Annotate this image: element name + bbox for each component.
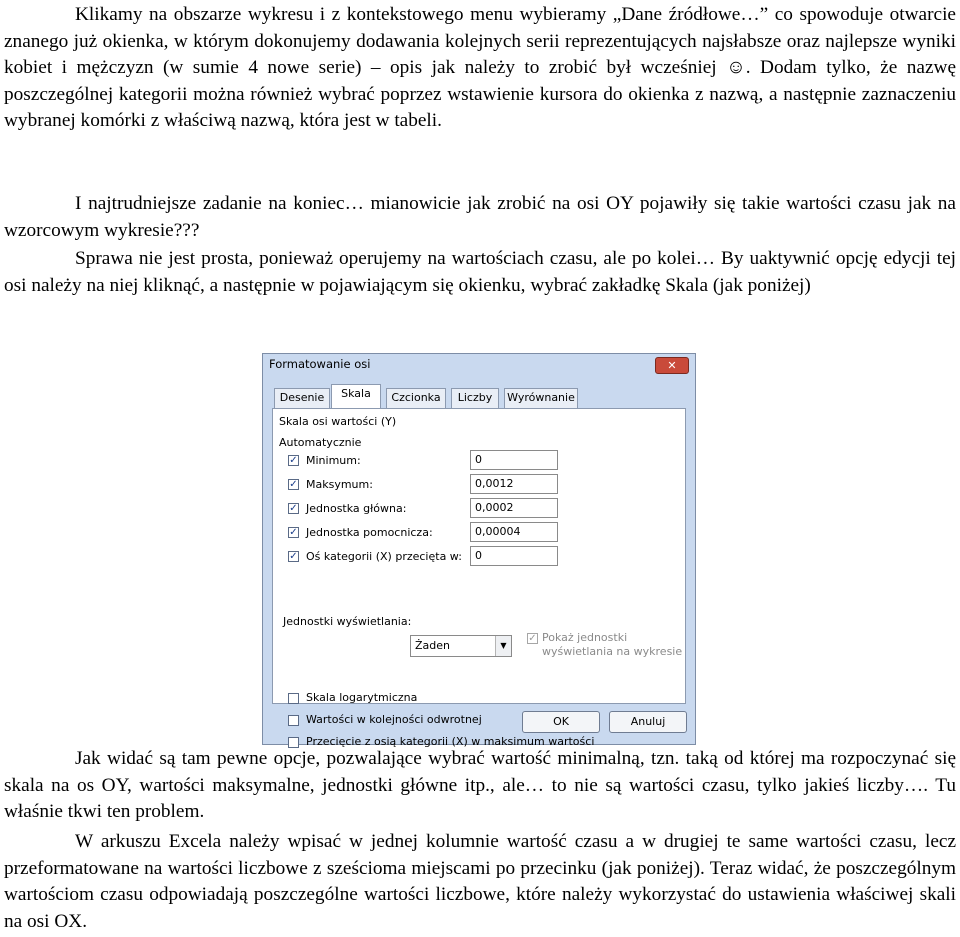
paragraph-2: I najtrudniejsze zadanie na koniec… mianowicie jak zrobić na osi OY pojawiły się takie wartości czasu jak na wzorcowym wykresie??? [4, 193, 956, 241]
maximum-label: Maksymum: [306, 478, 373, 491]
show-units-label: Pokaż jednostki wyświetlania na wykresie [542, 631, 683, 658]
close-icon[interactable]: ✕ [655, 357, 689, 374]
chevron-down-icon[interactable]: ▼ [495, 636, 511, 656]
tab-liczby[interactable]: Liczby [451, 388, 499, 408]
reverse-order-checkbox[interactable] [288, 715, 299, 726]
reverse-order-label: Wartości w kolejności odwrotnej [306, 713, 482, 726]
tab-wyrownanie[interactable]: Wyrównanie [504, 388, 578, 408]
format-axis-dialog [262, 353, 696, 748]
auto-major-unit-checkbox[interactable]: ✓ [289, 503, 298, 514]
display-units-label: Jednostki wyświetlania: [283, 615, 412, 628]
major-unit-input[interactable]: 0,0002 [470, 498, 558, 518]
ok-button[interactable]: OK [522, 711, 600, 733]
cancel-button[interactable]: Anuluj [609, 711, 687, 733]
paragraph-1: Klikamy na obszarze wykresu i z kontekstowego menu wybieramy „Dane źródłowe…” co spowoduje otwarcie znanego już okienka, w którym dokonujemy dodawania kolejnych serii reprezentujących najsłabsze oraz najlepsze wyniki kobiet i mężczyzn (w sumie 4 nowe serie) – opis jak należy to zrobić był wcześniej ☺. Dodam tylko, że nazwę poszczególnej kategorii można również wybrać poprzez wstawienie kursora do okienka z nazwą, a następnie zaznaczeniu wybranej komórki z właściwą nazwą, która jest w tabeli. [4, 4, 956, 131]
tab-czcionka[interactable]: Czcionka [386, 388, 446, 408]
show-units-checkbox[interactable]: ✓ [528, 633, 537, 644]
maximum-input[interactable]: 0,0012 [470, 474, 558, 494]
log-scale-label: Skala logarytmiczna [306, 691, 418, 704]
minimum-input[interactable]: 0 [470, 450, 558, 470]
auto-minimum-checkbox[interactable]: ✓ [289, 455, 298, 466]
auto-maximum-checkbox[interactable]: ✓ [289, 479, 298, 490]
display-units-select[interactable] [410, 635, 512, 657]
auto-label: Automatycznie [279, 436, 362, 449]
log-scale-checkbox[interactable] [288, 693, 299, 704]
tab-desenie[interactable]: Desenie [274, 388, 330, 408]
display-units-value: Żaden [415, 639, 450, 652]
cross-at-max-label: Przecięcie z osią kategorii (X) w maksimum wartości [306, 735, 595, 748]
paragraph-5: W arkuszu Excela należy wpisać w jednej kolumnie wartość czasu a w drugiej te same wartości czasu, lecz przeformatowane na wartości liczbowe z sześcioma miejscami po przecinku (jak poniżej). Teraz widać, że poszczególnym wartościom czasu odpowiadają poszczególne wartości liczbowe, które należy wykorzystać do ustawienia właściwej skali na osi OX. [4, 831, 956, 932]
paragraph-4: Jak widać są tam pewne opcje, pozwalające wybrać wartość minimalną, tzn. taką od której ma rozpoczynać się skala na os OY, wartości maksymalne, jednostki główne itp., ale… to nie są wartości czasu, tylko jakieś liczby…. Tu właśnie tkwi ten problem. [4, 748, 956, 822]
section-title: Skala osi wartości (Y) [279, 415, 397, 428]
tab-skala[interactable]: Skala [331, 384, 381, 409]
auto-minor-unit-checkbox[interactable]: ✓ [289, 527, 298, 538]
dialog-title: Formatowanie osi [269, 357, 371, 371]
minor-unit-input[interactable]: 0,00004 [470, 522, 558, 542]
major-unit-label: Jednostka główna: [306, 502, 407, 515]
paragraph-3: Sprawa nie jest prosta, ponieważ operujemy na wartościach czasu, ale po kolei… By uaktywnić opcję edycji tej osi należy na niej kliknąć, a następnie w pojawiającym się okienku, wybrać zakładkę Skala (jak poniżej) [4, 248, 956, 296]
minor-unit-label: Jednostka pomocnicza: [306, 526, 433, 539]
minimum-label: Minimum: [306, 454, 361, 467]
auto-crosses-at-checkbox[interactable]: ✓ [289, 551, 298, 562]
crosses-at-input[interactable]: 0 [470, 546, 558, 566]
crosses-at-label: Oś kategorii (X) przecięta w: [306, 550, 462, 563]
